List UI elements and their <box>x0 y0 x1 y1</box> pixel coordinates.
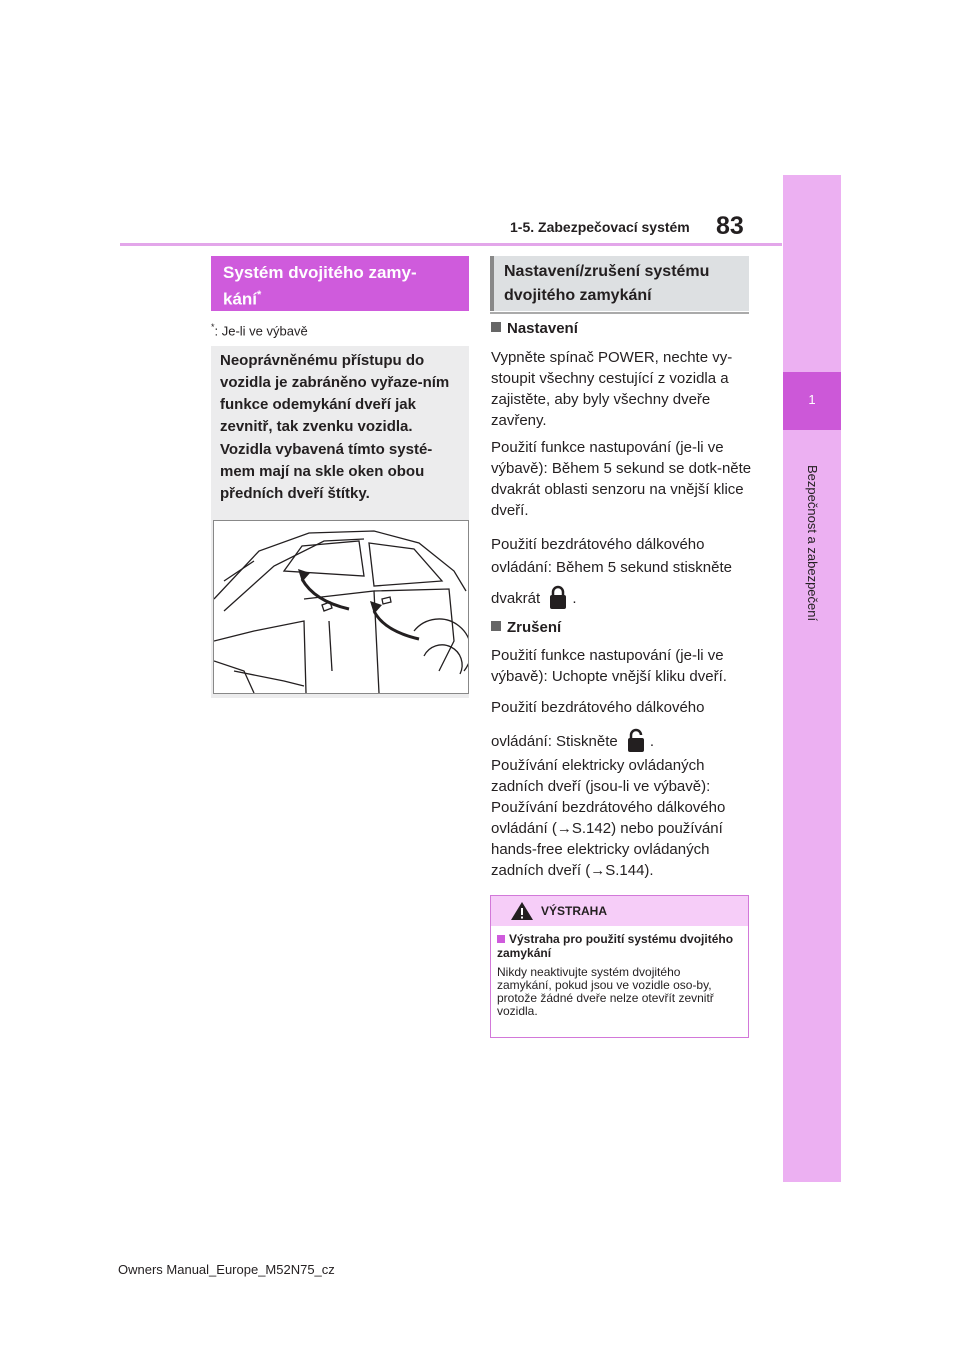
right-section-heading <box>490 256 749 311</box>
paragraph-3c-end: . <box>572 590 577 607</box>
car-side-drawing <box>214 521 468 693</box>
left-heading-line2: kání <box>223 289 258 309</box>
page-number: 83 <box>716 212 744 240</box>
warning-heading <box>497 932 737 960</box>
paragraph-5b-end: . <box>649 733 655 750</box>
warning-heading-text: Výstraha pro použití systému dvojitého zamykání <box>497 932 734 960</box>
paragraph-6: Používání elektricky ovládaných zadních dveří (jsou-li ve výbavě): Používání bezdrátového dálkového ovládání (→S.142) nebo používání hands-free elektricky ovládaných zadních dveří (→S.144). <box>491 757 726 879</box>
chapter-side-tab <box>783 175 841 1182</box>
info-box-para1: Neoprávněnému přístupu do vozidla je zabráněno vyřaze-ním funkce odemykání dveří jak zevnitř, tak zvenku vozidla. <box>220 352 450 435</box>
subheading-label: Nastavení <box>507 320 578 337</box>
subheading-label: Zrušení <box>507 619 562 636</box>
square-bullet-icon <box>491 621 501 631</box>
right-heading-line2: dvojitého zamykání <box>504 287 652 304</box>
info-box <box>211 346 469 698</box>
paragraph-4: Použití funkce nastupování (je-li ve výbavě): Uchopte vnější kliku dveří. <box>491 647 727 685</box>
paragraph-3c <box>491 584 753 610</box>
paragraph-2: Použití funkce nastupování (je-li ve výbavě): Během 5 sekund se dotk-něte dvakrát oblasti senzoru na vnější klice dveří. <box>491 439 752 519</box>
paragraph-5a: Použití bezdrátového dálkového <box>491 699 705 716</box>
square-bullet-icon <box>491 322 501 332</box>
heading-asterisk: * <box>257 289 262 301</box>
left-section-heading <box>211 256 469 311</box>
right-heading-line1: Nastavení/zrušení systému <box>504 263 710 280</box>
paragraph-5b <box>491 727 753 753</box>
paragraph-3a: Použití bezdrátového dálkového <box>491 536 705 553</box>
section-title: 1-5. Zabezpečovací systém <box>510 219 690 235</box>
paragraph-3c-text: dvakrát <box>491 590 541 607</box>
left-heading-line1: Systém dvojitého zamy- <box>223 263 417 282</box>
square-bullet-icon <box>497 935 505 943</box>
footer: Owners Manual_Europe_M52N75_cz <box>118 1262 335 1277</box>
heading-rule <box>490 312 749 314</box>
chapter-number: 1 <box>808 392 816 407</box>
info-box-para2: Vozidla vybavená tímto systé-mem mají na skle oken obou předních dveří štítky. <box>220 441 433 502</box>
warning-box <box>490 895 749 1038</box>
footnote <box>211 322 308 338</box>
paragraph-1: Vypněte spínač POWER, nechte vy-stoupit všechny cestující z vozidla a zajistěte, aby byly všechny dveře zavřeny. <box>491 349 733 429</box>
warning-header <box>491 896 748 926</box>
chapter-title: Bezpečnost a zabezpečení <box>805 465 820 622</box>
warning-body: Nikdy neaktivujte systém dvojitého zamykání, pokud jsou ve vozidle oso-by, protože žádné dveře nelze otevřít zevnitř vozidla. <box>497 965 714 1018</box>
footnote-text: : Je-li ve výbavě <box>214 323 308 339</box>
paragraph-5b-text: ovládání: Stiskněte <box>491 733 618 750</box>
lock-icon <box>548 584 568 610</box>
paragraph-3b: ovládání: Během 5 sekund stiskněte <box>491 559 732 576</box>
header-rule <box>120 243 782 246</box>
subheading-nastaveni <box>491 320 578 337</box>
warning-triangle-icon <box>510 901 534 921</box>
footnote-mark: * <box>211 322 215 332</box>
unlock-icon <box>626 727 646 753</box>
car-door-illustration <box>213 520 469 694</box>
subheading-zruseni <box>491 619 561 636</box>
warning-title: VÝSTRAHA <box>541 904 608 918</box>
